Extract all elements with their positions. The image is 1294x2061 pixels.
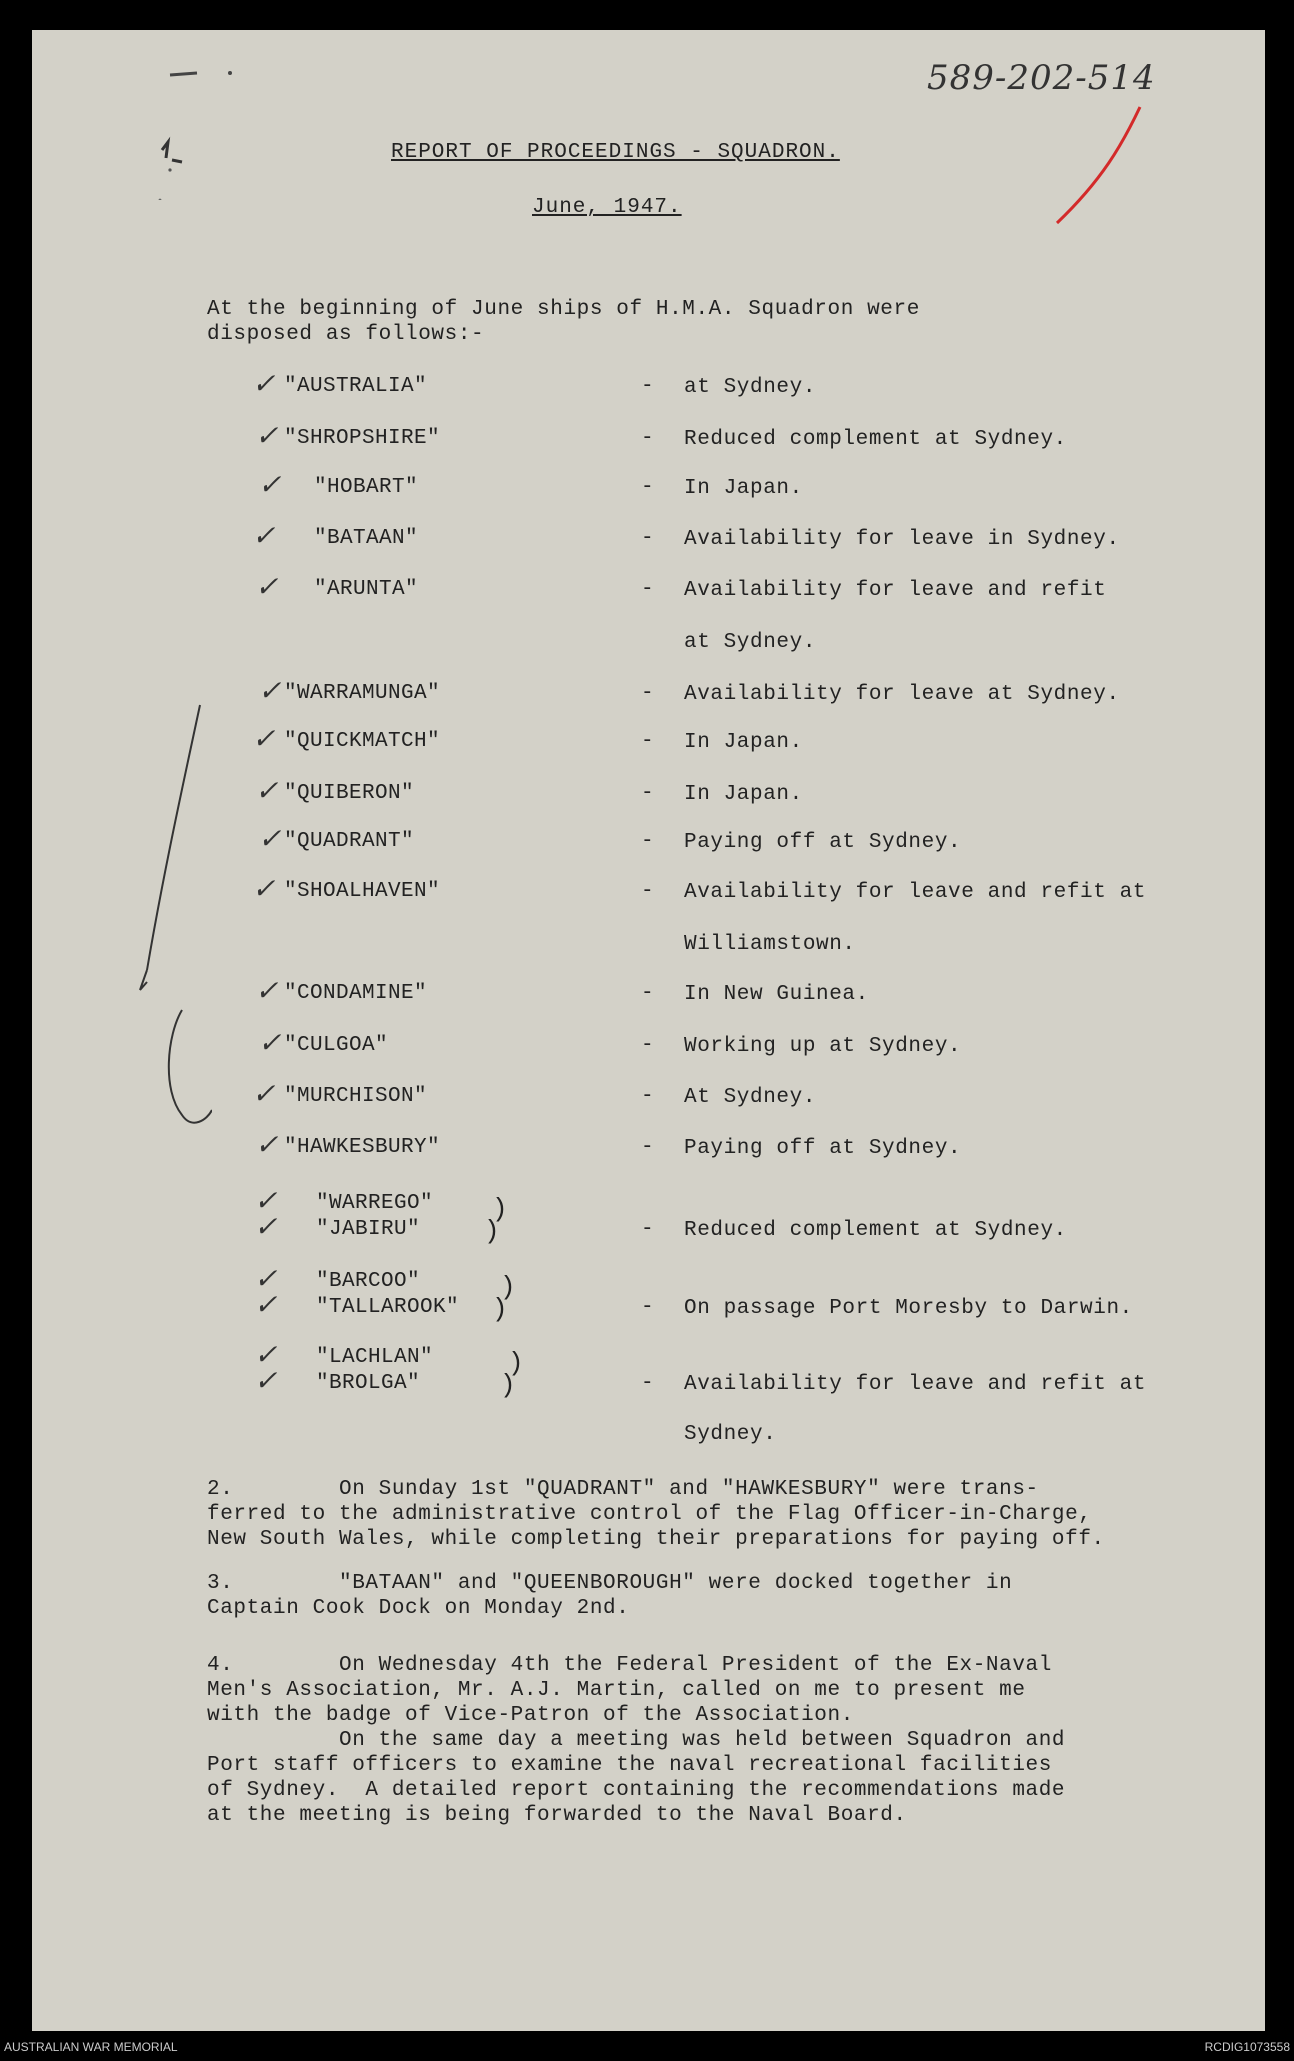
ship-name: "WARREGO"	[316, 1192, 434, 1215]
check-mark-icon: ✓	[252, 519, 276, 552]
ship-name: "AUSTRALIA"	[284, 375, 428, 398]
ship-status: Availability for leave and refit	[684, 579, 1107, 602]
check-mark-icon: ✓	[255, 419, 279, 452]
ship-name: "QUIBERON"	[284, 782, 415, 805]
check-mark-icon: ✓	[254, 1364, 278, 1397]
list-dash: -	[641, 1296, 654, 1319]
check-mark-icon: ✓	[252, 872, 276, 905]
ship-status: Paying off at Sydney.	[684, 831, 962, 854]
ship-status: Working up at Sydney.	[684, 1035, 962, 1058]
ship-name: "WARRAMUNGA"	[284, 682, 441, 705]
grouping-brace: )	[492, 1194, 508, 1224]
ship-status: at Sydney.	[684, 376, 817, 399]
report-paragraph: 4. On Wednesday 4th the Federal President of the Ex-Naval Men's Association, Mr. A.J. Martin, called on me to present me with the badge of Vice-Patron of the Association. On the same day a meeting was held between Squadron and Port staff officers to examine the naval recreational facilities of Sydney. A detailed report containing the recommendations made at the meeting is being forwarded to the Naval Board.	[207, 1654, 1066, 1827]
list-dash: -	[641, 1085, 654, 1108]
list-dash: -	[641, 578, 654, 601]
list-dash: -	[641, 830, 654, 853]
list-dash: -	[641, 527, 654, 550]
ship-name: "BROLGA"	[316, 1372, 421, 1395]
check-mark-icon: ✓	[258, 674, 282, 707]
ship-name: "BATAAN"	[314, 527, 419, 550]
footer-record-id: RCDIG1073558	[1204, 2040, 1290, 2054]
ship-name: "LACHLAN"	[316, 1346, 434, 1369]
ship-name: "BARCOO"	[316, 1270, 421, 1293]
check-mark-icon: ✓	[258, 468, 282, 501]
check-mark-icon: ✓	[258, 822, 282, 855]
margin-pen-marks	[92, 690, 212, 1150]
pencil-marks-decoration	[142, 50, 262, 200]
ship-status: Availability for leave at Sydney.	[684, 683, 1120, 706]
check-mark-icon: ✓	[254, 1338, 278, 1371]
ship-name: "TALLAROOK"	[316, 1296, 460, 1319]
ship-status: In Japan.	[684, 783, 803, 806]
archive-footer	[0, 2038, 1294, 2061]
ship-status-continued: Williamstown.	[684, 933, 856, 956]
ship-name: "JABIRU"	[316, 1218, 421, 1241]
ship-name: "CULGOA"	[284, 1034, 389, 1057]
list-dash: -	[641, 1372, 654, 1395]
check-mark-icon: ✓	[254, 1210, 278, 1243]
list-dash: -	[641, 1034, 654, 1057]
check-mark-icon: ✓	[252, 722, 276, 755]
grouping-brace: )	[500, 1272, 516, 1302]
document-date: June, 1947.	[532, 196, 682, 219]
list-dash: -	[641, 1136, 654, 1159]
ship-name: "QUADRANT"	[284, 830, 415, 853]
ship-status: In New Guinea.	[684, 983, 869, 1006]
ship-name: "HOBART"	[314, 476, 419, 499]
ship-status-continued: Sydney.	[684, 1423, 777, 1446]
list-dash: -	[641, 982, 654, 1005]
ship-status: In Japan.	[684, 731, 803, 754]
grouping-brace: )	[508, 1348, 524, 1378]
check-mark-icon: ✓	[255, 1128, 279, 1161]
ship-status: On passage Port Moresby to Darwin.	[684, 1297, 1133, 1320]
ship-name: "MURCHISON"	[284, 1085, 428, 1108]
list-dash: -	[641, 427, 654, 450]
check-mark-icon: ✓	[252, 367, 276, 400]
grouping-brace: )	[500, 1370, 516, 1400]
document-page	[32, 30, 1265, 2031]
ship-status: Availability for leave and refit at	[684, 881, 1147, 904]
check-mark-icon: ✓	[255, 974, 279, 1007]
report-paragraph: 2. On Sunday 1st "QUADRANT" and "HAWKESBURY" were trans- ferred to the administrative control of the Flag Officer-in-Charge, New South Wales, while completing their preparations for paying off.	[207, 1478, 1105, 1551]
list-dash: -	[641, 730, 654, 753]
ship-name: "SHOALHAVEN"	[284, 880, 441, 903]
list-dash: -	[641, 1218, 654, 1241]
grouping-brace: )	[492, 1294, 508, 1324]
list-dash: -	[641, 682, 654, 705]
red-pencil-mark	[1052, 105, 1142, 225]
list-dash: -	[641, 880, 654, 903]
ship-status: Reduced complement at Sydney.	[684, 428, 1067, 451]
intro-paragraph: At the beginning of June ships of H.M.A. Squadron were disposed as follows:-	[207, 298, 920, 346]
ship-status-continued: at Sydney.	[684, 631, 817, 654]
ship-name: "QUICKMATCH"	[284, 730, 441, 753]
document-title: REPORT OF PROCEEDINGS - SQUADRON.	[391, 141, 840, 164]
check-mark-icon: ✓	[255, 570, 279, 603]
ship-status: Availability for leave and refit at	[684, 1373, 1147, 1396]
list-dash: -	[641, 782, 654, 805]
check-mark-icon: ✓	[255, 774, 279, 807]
check-mark-icon: ✓	[258, 1026, 282, 1059]
footer-institution: AUSTRALIAN WAR MEMORIAL	[4, 2040, 178, 2054]
list-dash: -	[641, 375, 654, 398]
ship-status: At Sydney.	[684, 1086, 817, 1109]
grouping-brace: )	[484, 1216, 500, 1246]
ship-name: "ARUNTA"	[314, 578, 419, 601]
ship-name: "SHROPSHIRE"	[284, 427, 441, 450]
ship-status: In Japan.	[684, 477, 803, 500]
ship-status: Availability for leave in Sydney.	[684, 528, 1120, 551]
ship-status: Paying off at Sydney.	[684, 1137, 962, 1160]
list-dash: -	[641, 476, 654, 499]
check-mark-icon: ✓	[254, 1184, 278, 1217]
reference-number: 589-202-514	[927, 58, 1156, 98]
check-mark-icon: ✓	[252, 1077, 276, 1110]
ship-name: "CONDAMINE"	[284, 982, 428, 1005]
check-mark-icon: ✓	[254, 1262, 278, 1295]
report-paragraph: 3. "BATAAN" and "QUEENBOROUGH" were docked together in Captain Cook Dock on Monday 2nd.	[207, 1572, 1013, 1620]
check-mark-icon: ✓	[254, 1288, 278, 1321]
ship-name: "HAWKESBURY"	[284, 1136, 441, 1159]
ship-status: Reduced complement at Sydney.	[684, 1219, 1067, 1242]
